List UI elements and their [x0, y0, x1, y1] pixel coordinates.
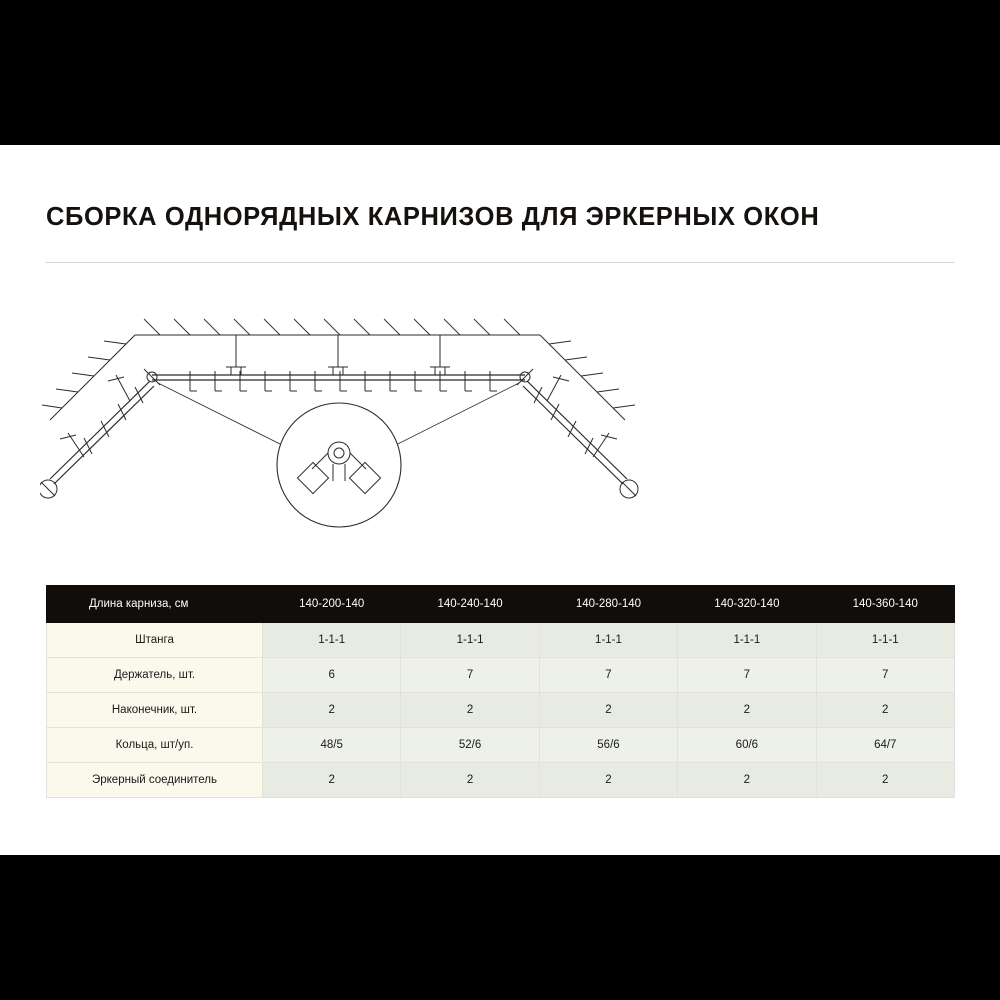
table-header-row	[47, 586, 955, 623]
cell-shtanga-5: 1-1-1	[816, 623, 954, 658]
slide-sheet	[0, 145, 1000, 855]
cell-shtanga-2: 1-1-1	[401, 623, 539, 658]
cell-soedinitel-4: 2	[678, 763, 816, 798]
table-header-cell-size-2: 140-240-140	[401, 586, 539, 623]
table-row	[47, 728, 955, 763]
title-divider	[46, 262, 954, 263]
cell-koltsa-5: 64/7	[816, 728, 954, 763]
table-header-cell-size-5: 140-360-140	[816, 586, 954, 623]
table-header-cell-size-1: 140-200-140	[263, 586, 401, 623]
cell-derzhatel-2: 7	[401, 658, 539, 693]
table-header-cell-length: Длина карниза, см	[47, 586, 263, 623]
page-title: СБОРКА ОДНОРЯДНЫХ КАРНИЗОВ ДЛЯ ЭРКЕРНЫХ ОКОН	[46, 203, 820, 231]
row-label-koltsa: Кольца, шт/уп.	[47, 728, 263, 763]
cell-shtanga-3: 1-1-1	[539, 623, 677, 658]
cell-soedinitel-3: 2	[539, 763, 677, 798]
cell-derzhatel-5: 7	[816, 658, 954, 693]
cell-nakonechnik-1: 2	[263, 693, 401, 728]
cell-koltsa-2: 52/6	[401, 728, 539, 763]
specification-table	[46, 585, 955, 798]
table-row	[47, 623, 955, 658]
cell-derzhatel-3: 7	[539, 658, 677, 693]
cell-nakonechnik-2: 2	[401, 693, 539, 728]
cell-koltsa-3: 56/6	[539, 728, 677, 763]
table-header-cell-size-3: 140-280-140	[539, 586, 677, 623]
row-label-nakonechnik: Наконечник, шт.	[47, 693, 263, 728]
row-label-derzhatel: Держатель, шт.	[47, 658, 263, 693]
cell-derzhatel-4: 7	[678, 658, 816, 693]
cell-koltsa-4: 60/6	[678, 728, 816, 763]
table-row	[47, 693, 955, 728]
assembly-diagram	[40, 305, 960, 555]
cell-derzhatel-1: 6	[263, 658, 401, 693]
cell-shtanga-4: 1-1-1	[678, 623, 816, 658]
cell-nakonechnik-5: 2	[816, 693, 954, 728]
cell-koltsa-1: 48/5	[263, 728, 401, 763]
table-header-cell-size-4: 140-320-140	[678, 586, 816, 623]
cell-nakonechnik-4: 2	[678, 693, 816, 728]
cell-nakonechnik-3: 2	[539, 693, 677, 728]
row-label-erkerny-soedinitel: Эркерный соединитель	[47, 763, 263, 798]
cell-soedinitel-2: 2	[401, 763, 539, 798]
cell-soedinitel-1: 2	[263, 763, 401, 798]
cell-shtanga-1: 1-1-1	[263, 623, 401, 658]
table-row	[47, 658, 955, 693]
table-row	[47, 763, 955, 798]
specification-table-wrapper	[46, 585, 954, 798]
cell-soedinitel-5: 2	[816, 763, 954, 798]
row-label-shtanga: Штанга	[47, 623, 263, 658]
